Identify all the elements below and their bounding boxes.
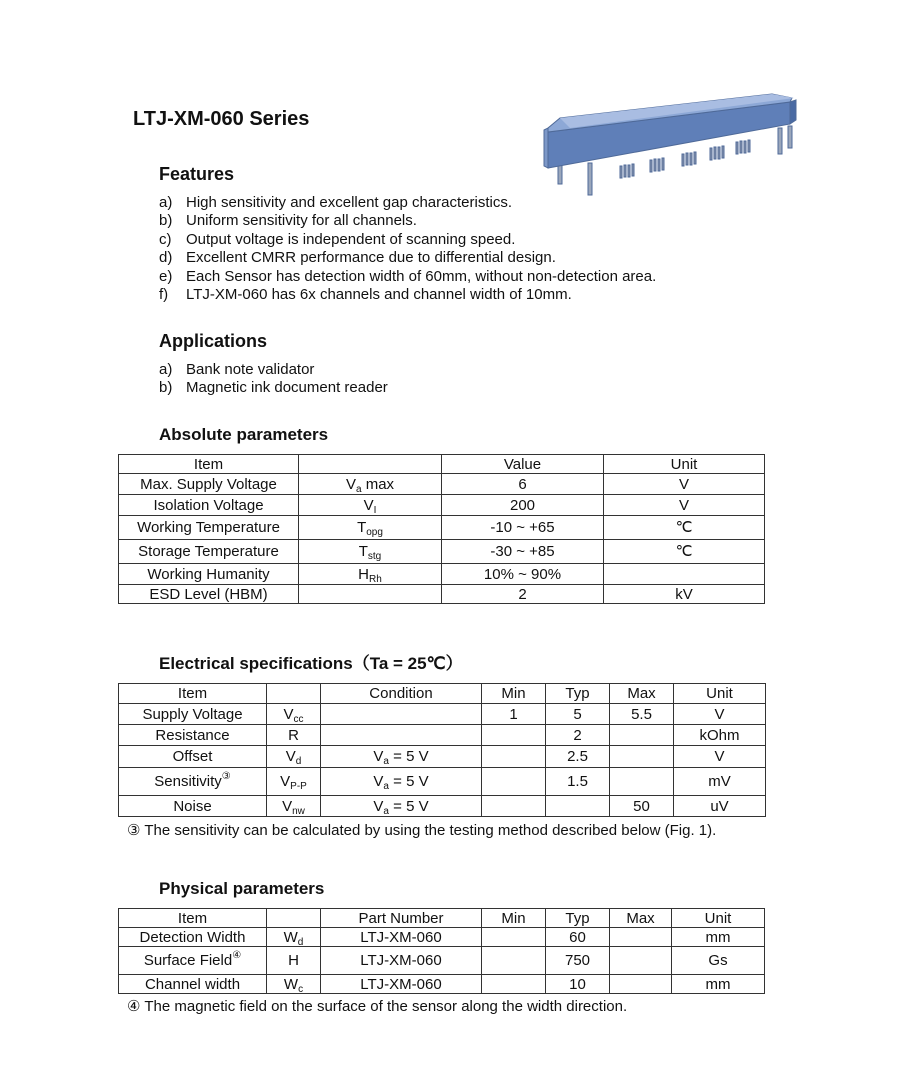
max-cell: 50	[610, 796, 674, 817]
table-header-row	[119, 455, 765, 474]
value-cell: -30 ~ +85	[442, 540, 604, 564]
electrical-specifications-heading: Electrical specifications（Ta = 25℃）	[159, 654, 463, 673]
table-row	[119, 516, 765, 540]
column-header: Typ	[546, 684, 610, 704]
table-header-row	[119, 684, 766, 704]
item-cell: Resistance	[119, 725, 267, 746]
part-number-cell: LTJ-XM-060	[321, 947, 482, 975]
table-row	[119, 928, 765, 947]
product-image	[540, 88, 802, 208]
typ-cell	[546, 796, 610, 817]
column-header: Max	[610, 909, 672, 928]
min-cell: 1	[482, 704, 546, 725]
unit-cell: mm	[672, 928, 765, 947]
typ-cell: 10	[546, 975, 610, 994]
max-cell: 5.5	[610, 704, 674, 725]
unit-cell	[604, 564, 765, 585]
column-header	[267, 909, 321, 928]
table-row	[119, 474, 765, 495]
page-title: LTJ-XM-060 Series	[133, 108, 310, 130]
item-cell: Isolation Voltage	[119, 495, 299, 516]
unit-cell: Gs	[672, 947, 765, 975]
column-header	[299, 455, 442, 474]
value-cell: 200	[442, 495, 604, 516]
column-header: Value	[442, 455, 604, 474]
table-row	[119, 768, 766, 796]
item-cell: Noise	[119, 796, 267, 817]
symbol-cell: $W_c$	[267, 975, 321, 994]
unit-cell: uV	[674, 796, 766, 817]
condition-cell: $V_a = 5$ V	[321, 768, 482, 796]
min-cell	[482, 746, 546, 768]
item-cell: Surface Field④	[119, 947, 267, 975]
part-number-cell: LTJ-XM-060	[321, 975, 482, 994]
list-item: b) Magnetic ink document reader	[159, 379, 388, 397]
min-cell	[482, 725, 546, 746]
item-cell: Working Humanity	[119, 564, 299, 585]
list-item: a) Bank note validator	[159, 361, 315, 378]
list-item: c) Output voltage is independent of scanning speed.	[159, 230, 516, 248]
item-cell: Sensitivity③	[119, 768, 267, 796]
symbol-cell: $V_a$ max	[299, 474, 442, 495]
table-row	[119, 585, 765, 604]
physical-parameters-heading: Physical parameters	[159, 879, 325, 898]
column-header: Typ	[546, 909, 610, 928]
table-row	[119, 725, 766, 746]
typ-cell: 5	[546, 704, 610, 725]
max-cell	[610, 725, 674, 746]
table-row	[119, 704, 766, 725]
physical-parameters-table	[118, 908, 765, 994]
unit-cell: V	[674, 746, 766, 768]
list-item: f) LTJ-XM-060 has 6x channels and channel width of 10mm.	[159, 286, 572, 304]
applications-list	[159, 361, 388, 398]
condition-cell	[321, 725, 482, 746]
table-row	[119, 564, 765, 585]
absolute-parameters-table	[118, 454, 765, 604]
sensitivity-footnote: ③ The sensitivity can be calculated by using the testing method described below (Fig. 1).	[127, 822, 717, 839]
symbol-cell: $T_{opg}$	[299, 516, 442, 540]
table-row	[119, 975, 765, 994]
max-cell	[610, 746, 674, 768]
unit-cell: V	[604, 474, 765, 495]
symbol-cell: $T_{stg}$	[299, 540, 442, 564]
column-header: Part Number	[321, 909, 482, 928]
symbol-cell: R	[267, 725, 321, 746]
symbol-cell: $W_d$	[267, 928, 321, 947]
column-header	[267, 684, 321, 704]
magnetic-sensor-product-icon	[540, 88, 802, 208]
absolute-parameters-heading: Absolute parameters	[159, 425, 329, 444]
value-cell: 2	[442, 585, 604, 604]
unit-cell: kV	[604, 585, 765, 604]
column-header: Max	[610, 684, 674, 704]
list-item: b) Uniform sensitivity for all channels.	[159, 212, 417, 230]
min-cell	[482, 947, 546, 975]
item-cell: Max. Supply Voltage	[119, 474, 299, 495]
condition-cell: $V_a = 5$ V	[321, 796, 482, 817]
symbol-cell	[299, 585, 442, 604]
symbol-cell: $V_I$	[299, 495, 442, 516]
max-cell	[610, 768, 674, 796]
column-header: Unit	[604, 455, 765, 474]
min-cell	[482, 796, 546, 817]
unit-cell: mV	[674, 768, 766, 796]
item-cell: Channel width	[119, 975, 267, 994]
column-header: Item	[119, 909, 267, 928]
condition-cell	[321, 704, 482, 725]
table-header-row	[119, 909, 765, 928]
unit-cell: kOhm	[674, 725, 766, 746]
item-cell: ESD Level (HBM)	[119, 585, 299, 604]
symbol-cell: $V_d$	[267, 746, 321, 768]
column-header: Min	[482, 684, 546, 704]
table-row	[119, 746, 766, 768]
typ-cell: 750	[546, 947, 610, 975]
item-cell: Storage Temperature	[119, 540, 299, 564]
typ-cell: 1.5	[546, 768, 610, 796]
features-list	[159, 194, 656, 304]
value-cell: -10 ~ +65	[442, 516, 604, 540]
table-row	[119, 540, 765, 564]
surface-field-footnote: ④ The magnetic field on the surface of the sensor along the width direction.	[127, 998, 628, 1015]
typ-cell: 60	[546, 928, 610, 947]
column-header: Condition	[321, 684, 482, 704]
list-item: e) Each Sensor has detection width of 60mm, without non-detection area.	[159, 267, 657, 285]
electrical-specifications-table	[118, 683, 766, 817]
item-cell: Supply Voltage	[119, 704, 267, 725]
table-row	[119, 947, 765, 975]
min-cell	[482, 975, 546, 994]
max-cell	[610, 928, 672, 947]
column-header: Min	[482, 909, 546, 928]
typ-cell: 2.5	[546, 746, 610, 768]
column-header: Unit	[672, 909, 765, 928]
item-cell: Working Temperature	[119, 516, 299, 540]
unit-cell: V	[604, 495, 765, 516]
item-cell: Detection Width	[119, 928, 267, 947]
max-cell	[610, 975, 672, 994]
value-cell: 6	[442, 474, 604, 495]
unit-cell: ℃	[604, 516, 765, 540]
max-cell	[610, 947, 672, 975]
value-cell: 10% ~ 90%	[442, 564, 604, 585]
condition-cell: $V_a = 5$ V	[321, 746, 482, 768]
unit-cell: V	[674, 704, 766, 725]
column-header: Item	[119, 684, 267, 704]
min-cell	[482, 768, 546, 796]
column-header: Unit	[674, 684, 766, 704]
list-item: a) High sensitivity and excellent gap characteristics.	[159, 194, 512, 211]
symbol-cell: H	[267, 947, 321, 975]
applications-heading: Applications	[159, 331, 268, 351]
symbol-cell: $H_{Rh}$	[299, 564, 442, 585]
table-row	[119, 495, 765, 516]
typ-cell: 2	[546, 725, 610, 746]
item-cell: Offset	[119, 746, 267, 768]
table-row	[119, 796, 766, 817]
features-heading: Features	[159, 164, 235, 184]
column-header: Item	[119, 455, 299, 474]
list-item: d) Excellent CMRR performance due to differential design.	[159, 249, 556, 267]
min-cell	[482, 928, 546, 947]
part-number-cell: LTJ-XM-060	[321, 928, 482, 947]
symbol-cell: $V_{cc}$	[267, 704, 321, 725]
symbol-cell: $V_{nw}$	[267, 796, 321, 817]
symbol-cell: $V_{P-P}$	[267, 768, 321, 796]
unit-cell: mm	[672, 975, 765, 994]
unit-cell: ℃	[604, 540, 765, 564]
